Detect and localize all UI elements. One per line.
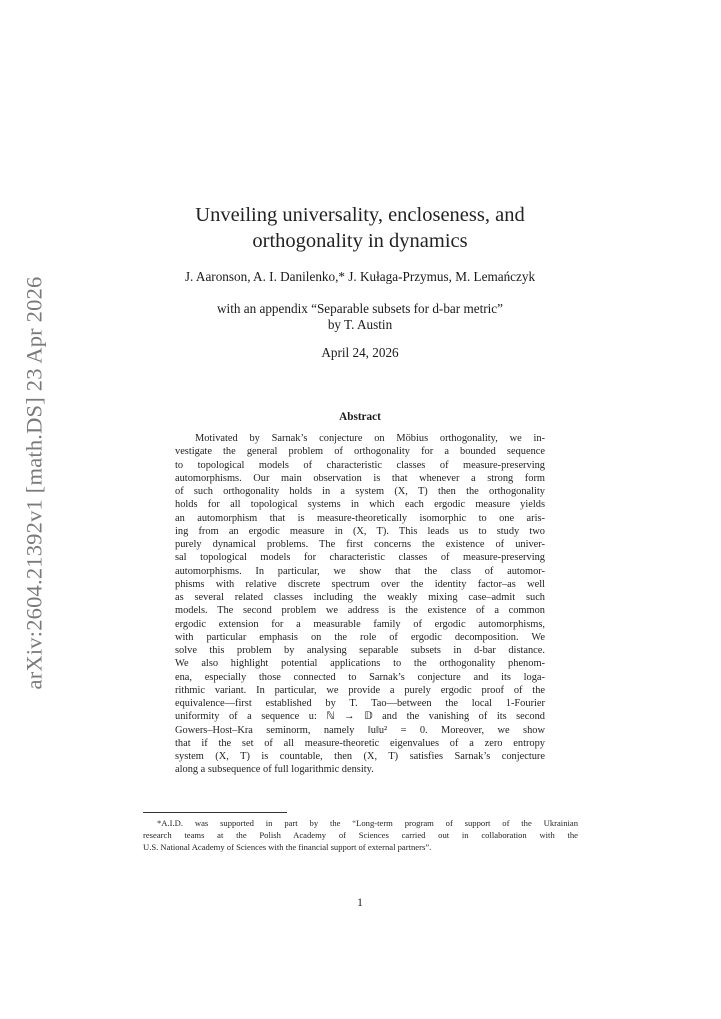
abstract-line: ena, especially those connected to Sarnak’s conjecture and its loga- — [175, 671, 545, 683]
abstract-line: ergodic extension for a measurable family of ergodic automorphisms, — [175, 618, 545, 630]
abstract-line: that if the set of all measure-theoretic eigenvalues of a zero entropy — [175, 737, 545, 749]
abstract-line: automorphisms. In particular, we show that the class of automor- — [175, 565, 545, 577]
abstract-line: holds for all topological systems in which each ergodic measure yields — [175, 499, 545, 511]
appendix-note-line-1: with an appendix “Separable subsets for d-bar metric” — [217, 301, 503, 316]
abstract-line: rithmic variant. In particular, we provide a purely ergodic proof of the — [175, 684, 545, 696]
page-number: 1 — [357, 897, 363, 909]
paper-title-line-1: Unveiling universality, encloseness, and — [195, 204, 525, 226]
abstract-line: ing from an ergodic measure in (X, T). This leads us to study two — [175, 525, 545, 537]
abstract-line: sal topological models for characteristic classes of measure-preserving — [175, 552, 545, 564]
abstract-line: with particular emphasis on the role of ergodic decomposition. We — [175, 631, 545, 643]
abstract-line: along a subsequence of full logarithmic density. — [175, 764, 374, 776]
paper-title-line-2: orthogonality in dynamics — [252, 230, 468, 252]
abstract-line: an automorphism that is measure-theoretically isomorphic to one aris- — [175, 512, 545, 524]
abstract-body — [175, 432, 545, 777]
abstract-line: vestigate the general problem of orthogonality for a bounded sequence — [175, 446, 545, 458]
footnote-divider — [143, 812, 287, 813]
abstract-line: We also highlight potential applications to the orthogonality phenom- — [175, 658, 545, 670]
funding-footnote — [143, 817, 578, 854]
footnote-line: U.S. National Academy of Sciences with the financial support of external partners”. — [143, 842, 432, 853]
publication-date: April 24, 2026 — [321, 345, 399, 360]
abstract-line: uniformity of a sequence u: ℕ → 𝔻 and the vanishing of its second — [175, 711, 545, 723]
abstract-line: phisms with relative discrete spectrum over the identity factor–as well — [175, 578, 545, 590]
abstract-line: equivalence—first established by T. Tao—between the local 1-Fourier — [175, 698, 545, 709]
footnote-line: *A.I.D. was supported in part by the “Long-term program of support of the Ukrainian — [157, 818, 578, 828]
abstract-line: solve this problem by analysing separable subsets in d-bar distance. — [175, 645, 545, 656]
abstract-line: Gowers–Host–Kra seminorm, namely ‖u‖u² = 0. Moreover, we show — [175, 724, 545, 736]
abstract-line: purely dynamical problems. The first concerns the existence of univer- — [175, 539, 545, 550]
abstract-heading: Abstract — [339, 411, 381, 423]
footnote-line: research teams at the Polish Academy of Sciences carried out in collaboration with the — [143, 830, 578, 841]
appendix-note — [100, 301, 620, 333]
abstract-line: as several related classes including the weakly mixing case–admit such — [175, 592, 545, 603]
abstract-line: of such orthogonality holds in a system (X, T) then the orthogonality — [175, 486, 545, 497]
abstract-line: automorphisms. Our main observation is that whenever a strong form — [175, 472, 545, 484]
author-list: J. Aaronson, A. I. Danilenko,* J. Kułaga-Przymus, M. Lemańczyk — [184, 269, 536, 284]
arxiv-identifier-stamp — [14, 276, 54, 689]
abstract-line: to topological models of characteristic classes of measure-preserving — [175, 459, 545, 471]
paper-title — [120, 202, 600, 254]
abstract-line: Motivated by Sarnak’s conjecture on Möbius orthogonality, we in- — [195, 433, 545, 444]
abstract-line: system (X, T) is countable, then (X, T) satisfies Sarnak’s conjecture — [175, 751, 545, 762]
arxiv-identifier-text: arXiv:2604.21392v1 [math.DS] 23 Apr 2026 — [21, 276, 46, 689]
appendix-note-line-2: by T. Austin — [327, 317, 393, 332]
abstract-line: models. The second problem we address is the existence of a common — [175, 605, 545, 617]
